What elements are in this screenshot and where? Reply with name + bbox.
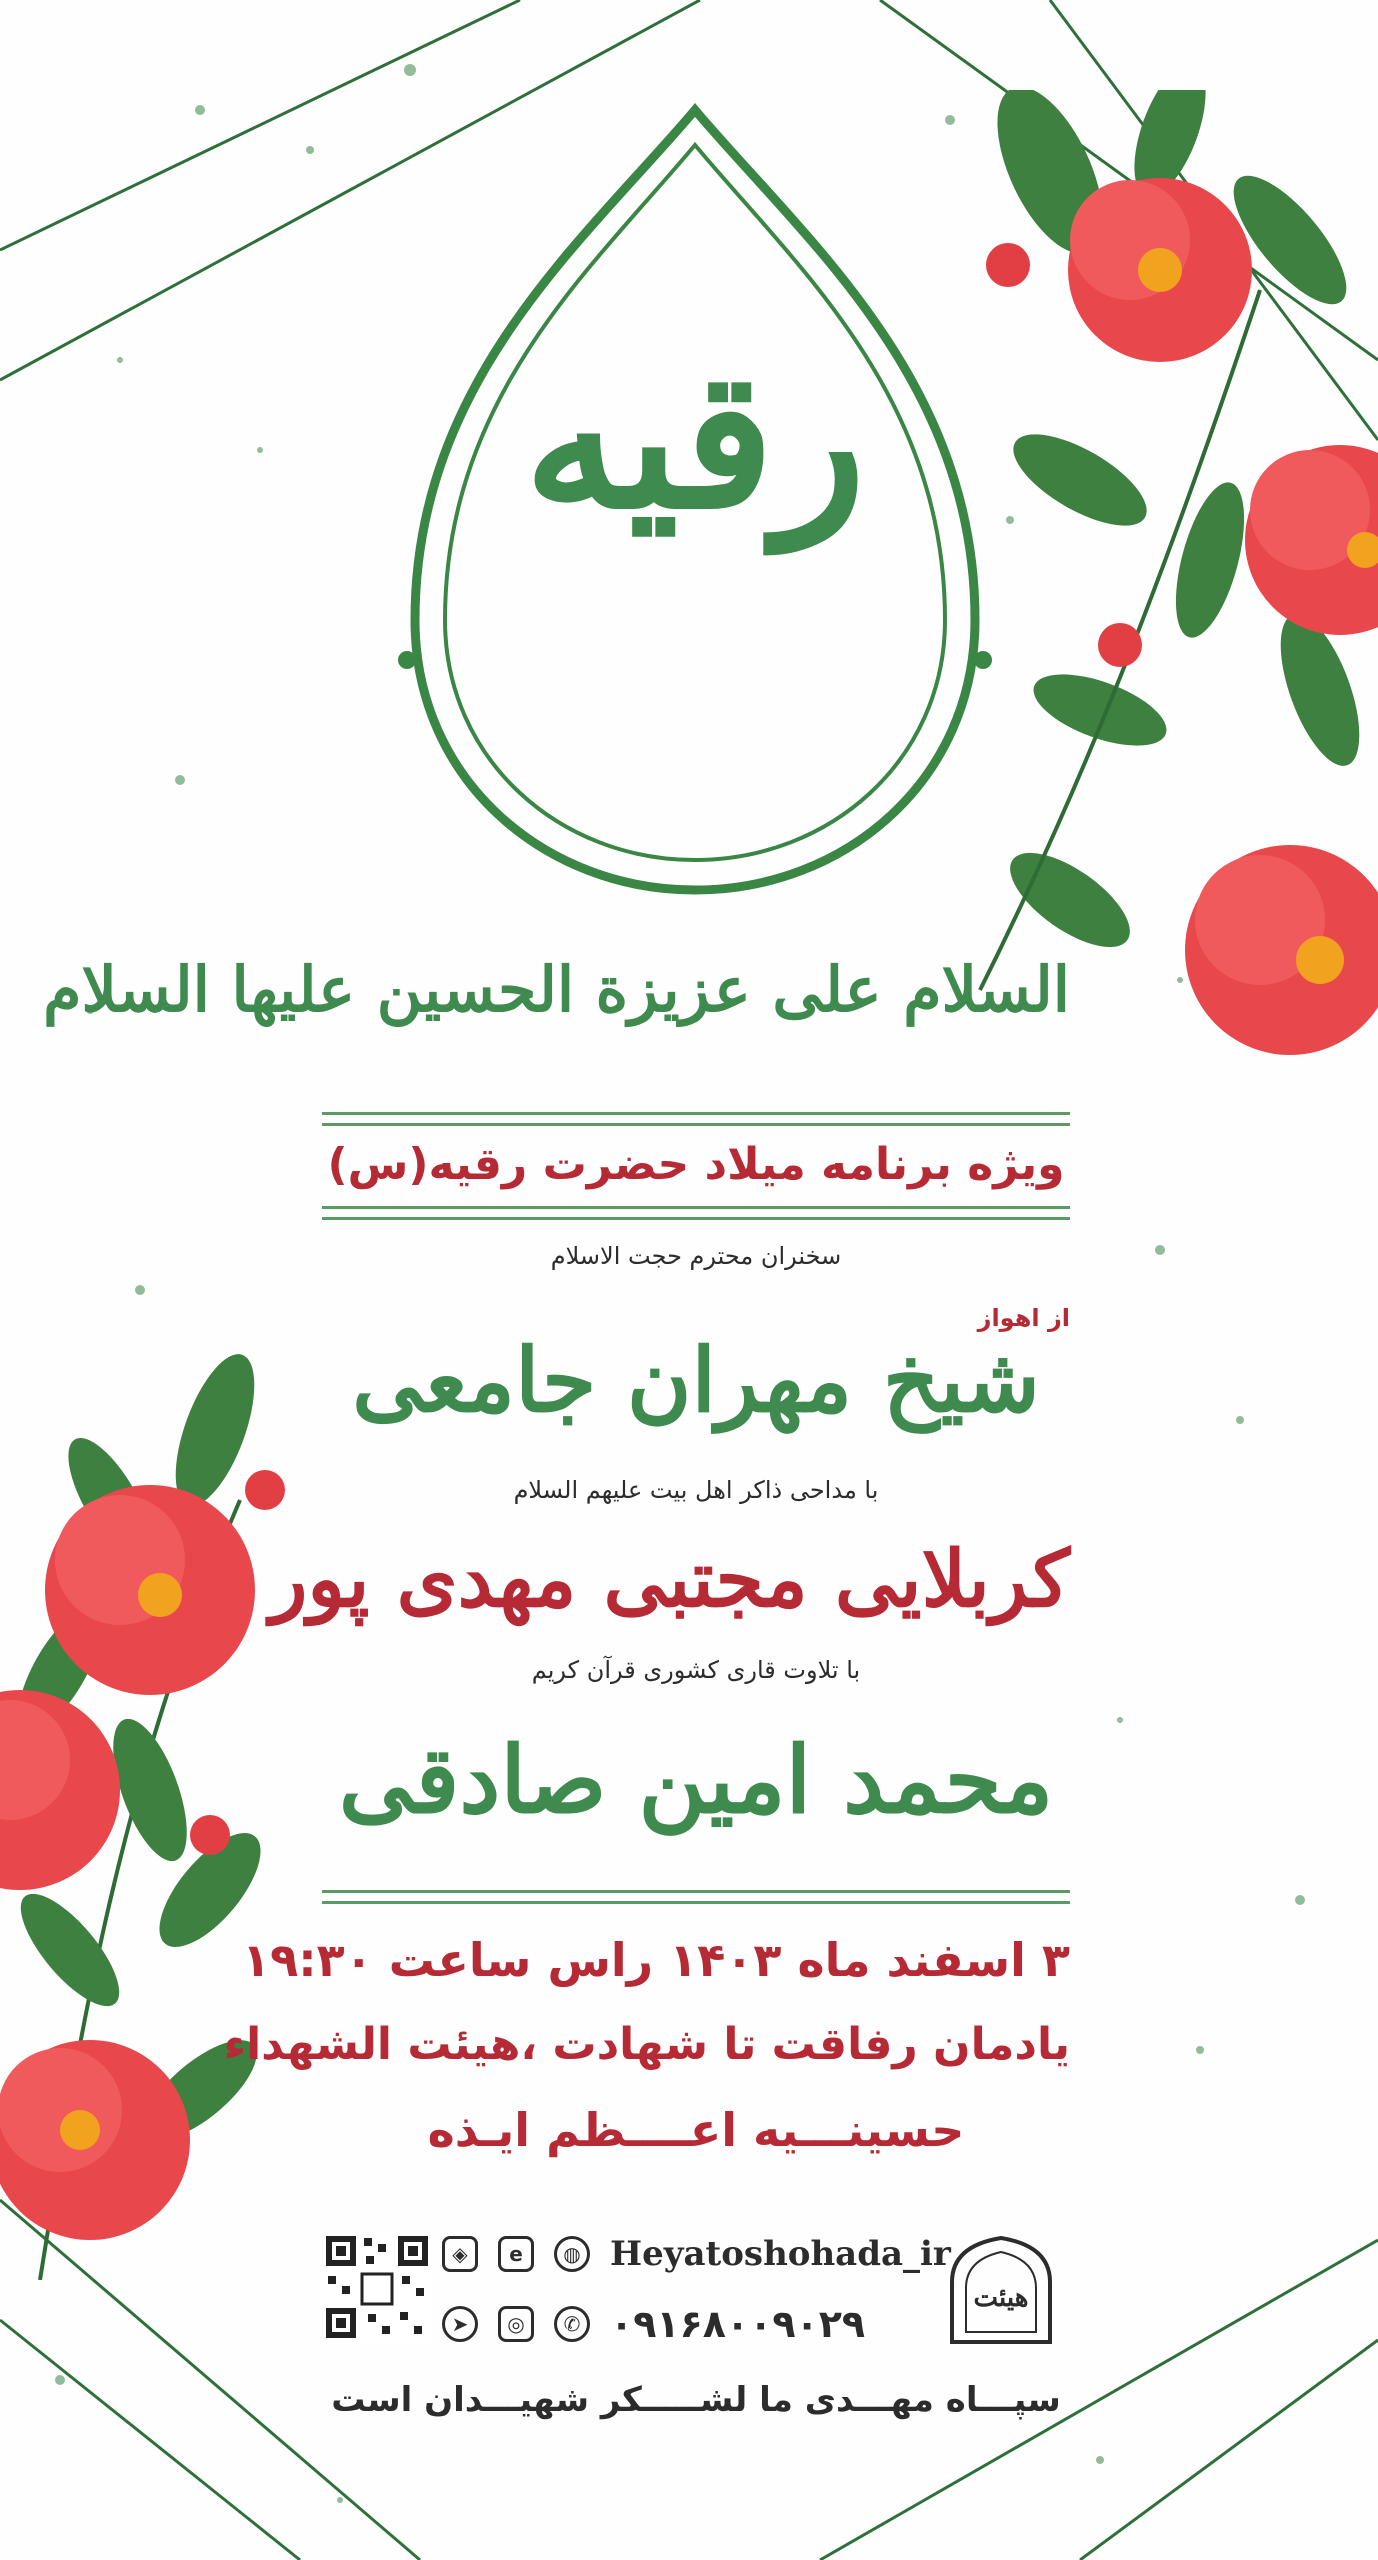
footer-motto: سپـــاه مهـــدی ما لشـــــکر شهیـــدان است [331, 2380, 1061, 2420]
red-flower [1185, 845, 1378, 1055]
event-date-time: ۳ اسفند ماه ۱۴۰۳ راس ساعت ۱۹:۳۰ [242, 1933, 1070, 1987]
reciter-name: محمد امین صادقی [338, 1726, 1054, 1834]
qr-code-icon [322, 2232, 432, 2342]
divider [322, 1890, 1070, 1904]
social-handle[interactable]: Heyatoshohada_ir [610, 2234, 951, 2274]
eulogist-intro: با مداحی ذاکر اهل بیت علیهم السلام [513, 1476, 879, 1504]
logo-lettering: هیئت [973, 2283, 1029, 2313]
flower-bud [1098, 623, 1142, 667]
flower-branch-bottom-left [0, 1330, 320, 2280]
instagram-icon[interactable]: ◎ [498, 2306, 534, 2342]
divider [322, 1112, 1070, 1126]
reciter-intro: با تلاوت قاری کشوری قرآن کریم [531, 1656, 861, 1684]
red-flower [1245, 445, 1378, 635]
speaker-intro: سخنران محترم حجت الاسلام [550, 1242, 842, 1270]
cube-icon[interactable]: ◈ [442, 2236, 478, 2272]
flower-bud [190, 1815, 230, 1855]
red-flower [45, 1485, 255, 1695]
organizer-line: یادمان رفاقت تا شهادت ،هیئت الشهداء [223, 2019, 1070, 2070]
whatsapp-icon[interactable]: ✆ [554, 2306, 590, 2342]
red-flower [1068, 178, 1252, 362]
red-flower [0, 1690, 120, 1890]
flower-bud [245, 1470, 285, 1510]
telegram-icon[interactable]: ➤ [442, 2306, 478, 2342]
divider [322, 1206, 1070, 1220]
organization-logo [932, 2232, 1070, 2350]
web-icon[interactable]: ◍ [554, 2236, 590, 2272]
red-flower [0, 2040, 190, 2240]
event-title: ویژه برنامه میلاد حضرت رقیه(س) [327, 1139, 1065, 1190]
venue-line: حسینـــیه اعــــظم ایـذه [427, 2103, 965, 2157]
eulogist-name: کربلایی مجتبی مهدی پور [269, 1534, 1070, 1625]
emblem-calligraphy: رقیه [524, 328, 866, 551]
eitaa-icon[interactable]: e [498, 2236, 534, 2272]
phone-number[interactable]: ۰۹۱۶۸۰۰۹۰۲۹ [610, 2302, 866, 2346]
speaker-city: از اهواز [977, 1304, 1070, 1332]
salutation-calligraphy: السلام علی عزیزة الحسین علیها السلام [43, 953, 1070, 1026]
speaker-name: شیخ مهران جامعی [352, 1328, 1040, 1432]
